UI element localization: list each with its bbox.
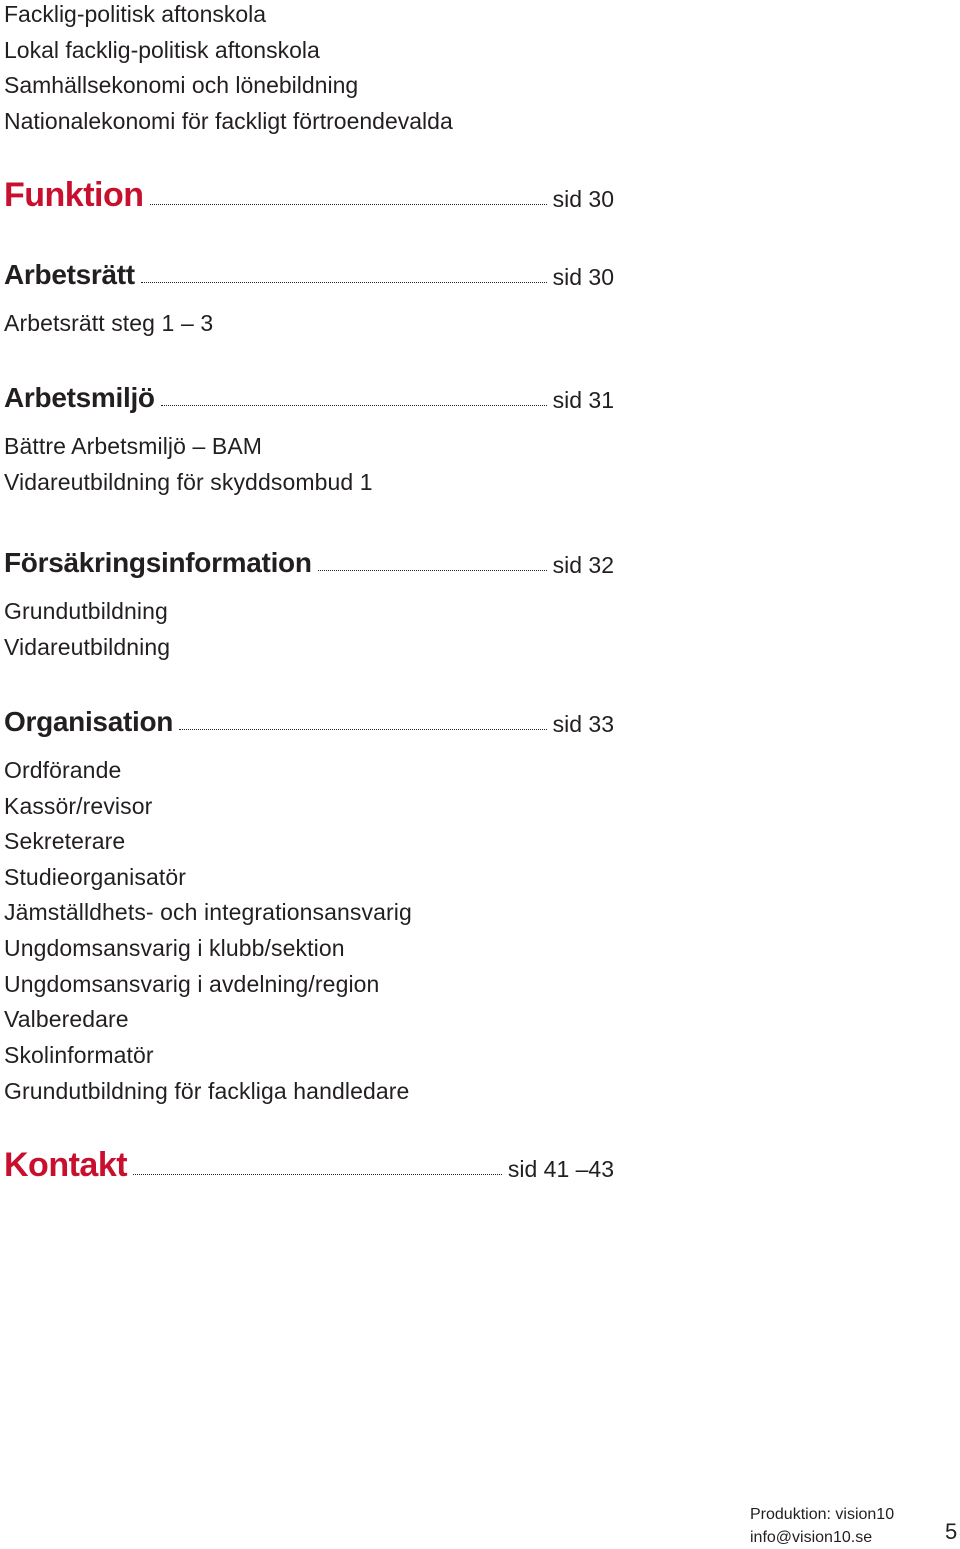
dot-leader [318,569,547,571]
dot-leader [141,281,547,283]
course-item: Lokal facklig-politisk aftonskola [4,37,320,63]
section-title-arbetsratt: Arbetsrätt [4,259,135,290]
course-item: Arbetsrätt steg 1 – 3 [4,310,214,336]
course-item: Jämställdhets- och integrationsansvarig [4,899,412,925]
section-title-kontakt: Kontakt [4,1146,128,1184]
production-text: Produktion: vision10 [750,1506,895,1523]
section-title-organisation: Organisation [4,706,174,737]
dot-leader [150,203,547,205]
course-item: Ungdomsansvarig i klubb/sektion [4,935,345,961]
section-title-funktion: Funktion [4,176,144,214]
toc-entry-kontakt[interactable] [4,1146,614,1184]
course-item: Vidareutbildning för skyddsombud 1 [4,469,373,495]
course-item: Kassör/revisor [4,793,153,819]
section-title-forsakringsinformation: Försäkringsinformation [4,547,312,578]
course-item: Ungdomsansvarig i avdelning/region [4,971,380,997]
course-item: Ordförande [4,757,122,783]
dot-leader [161,404,547,406]
page-number: 5 [945,1519,958,1544]
toc-entry-funktion[interactable] [4,176,614,214]
page-reference: sid 31 [552,387,614,413]
course-item: Nationalekonomi för fackligt förtroendevalda [4,108,453,134]
page-reference: sid 30 [552,186,614,212]
course-item: Studieorganisatör [4,864,186,890]
section-title-arbetsmiljo: Arbetsmiljö [4,382,155,413]
page-reference: sid 33 [552,711,614,737]
production-credit [750,1503,894,1549]
course-item: Sekreterare [4,828,126,854]
contact-email[interactable]: info@vision10.se [750,1529,873,1546]
dot-leader [133,1173,502,1175]
course-item: Samhällsekonomi och lönebildning [4,72,359,98]
toc-entry-forsakringsinformation[interactable] [4,546,614,580]
dot-leader [179,728,547,730]
toc-entry-arbetsmiljo[interactable] [4,381,614,415]
course-item: Skolinformatör [4,1042,154,1068]
page-reference: sid 32 [552,552,614,578]
course-item: Facklig-politisk aftonskola [4,1,267,27]
course-item: Grundutbildning [4,598,168,624]
course-item: Grundutbildning för fackliga handledare [4,1078,410,1104]
page-reference: sid 30 [552,264,614,290]
course-item: Vidareutbildning [4,634,171,660]
toc-entry-arbetsratt[interactable] [4,258,614,292]
page-reference: sid 41 –43 [507,1156,614,1182]
toc-entry-organisation[interactable] [4,705,614,739]
course-item: Bättre Arbetsmiljö – BAM [4,433,263,459]
course-item: Valberedare [4,1006,129,1032]
